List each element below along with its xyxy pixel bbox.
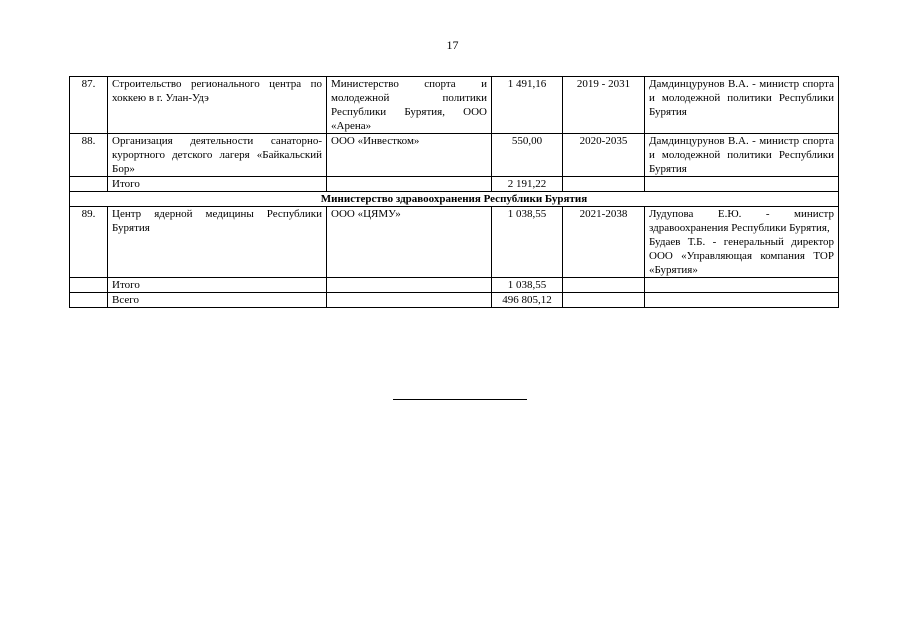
subtotal-amount: 1 038,55 [492,278,563,293]
project-name: Организация деятельности санаторно-курортного детского лагеря «Байкальский Бор» [108,134,327,177]
subtotal-label: Итого [108,278,327,293]
period: 2020-2035 [563,134,645,177]
empty-cell [563,293,645,308]
responsible-line: Лудупова Е.Ю. - министр здравоохранения Республики Бурятия, [649,208,834,234]
organization: ООО «Инвестком» [327,134,492,177]
empty-cell [645,293,839,308]
empty-cell [327,278,492,293]
organization: Министерство спорта и молодежной политики Республики Бурятия, ООО «Арена» [327,77,492,134]
subtotal-row [70,177,839,192]
row-number: 88. [70,134,108,177]
total-amount: 496 805,12 [492,293,563,308]
subtotal-label: Итого [108,177,327,192]
empty-cell [327,293,492,308]
amount: 1 491,16 [492,77,563,134]
empty-cell [563,278,645,293]
responsible [645,207,839,278]
row-number: 87. [70,77,108,134]
responsible-line: Будаев Т.Б. - генеральный директор ООО «Управляющая компания ТОР «Бурятия» [649,236,834,276]
separator-line [393,399,527,400]
empty-cell [327,177,492,192]
empty-cell [563,177,645,192]
table-row [70,134,839,177]
row-number: 89. [70,207,108,278]
organization: ООО «ЦЯМУ» [327,207,492,278]
section-heading-row [70,192,839,207]
total-label: Всего [108,293,327,308]
period: 2019 - 2031 [563,77,645,134]
empty-cell [645,278,839,293]
total-row [70,293,839,308]
table-row [70,77,839,134]
subtotal-row [70,278,839,293]
amount: 550,00 [492,134,563,177]
project-name: Строительство регионального центра по хоккею в г. Улан-Удэ [108,77,327,134]
responsible: Дамдинцурунов В.А. - министр спорта и молодежной политики Республики Бурятия [645,77,839,134]
projects-table [69,76,839,308]
empty-cell [645,177,839,192]
empty-cell [70,293,108,308]
empty-cell [70,278,108,293]
project-name: Центр ядерной медицины Республики Бурятия [108,207,327,278]
period: 2021-2038 [563,207,645,278]
table-row [70,207,839,278]
section-heading: Министерство здравоохранения Республики Бурятия [70,192,839,207]
empty-cell [70,177,108,192]
subtotal-amount: 2 191,22 [492,177,563,192]
page-number: 17 [446,38,459,52]
amount: 1 038,55 [492,207,563,278]
responsible: Дамдинцурунов В.А. - министр спорта и молодежной политики Республики Бурятия [645,134,839,177]
